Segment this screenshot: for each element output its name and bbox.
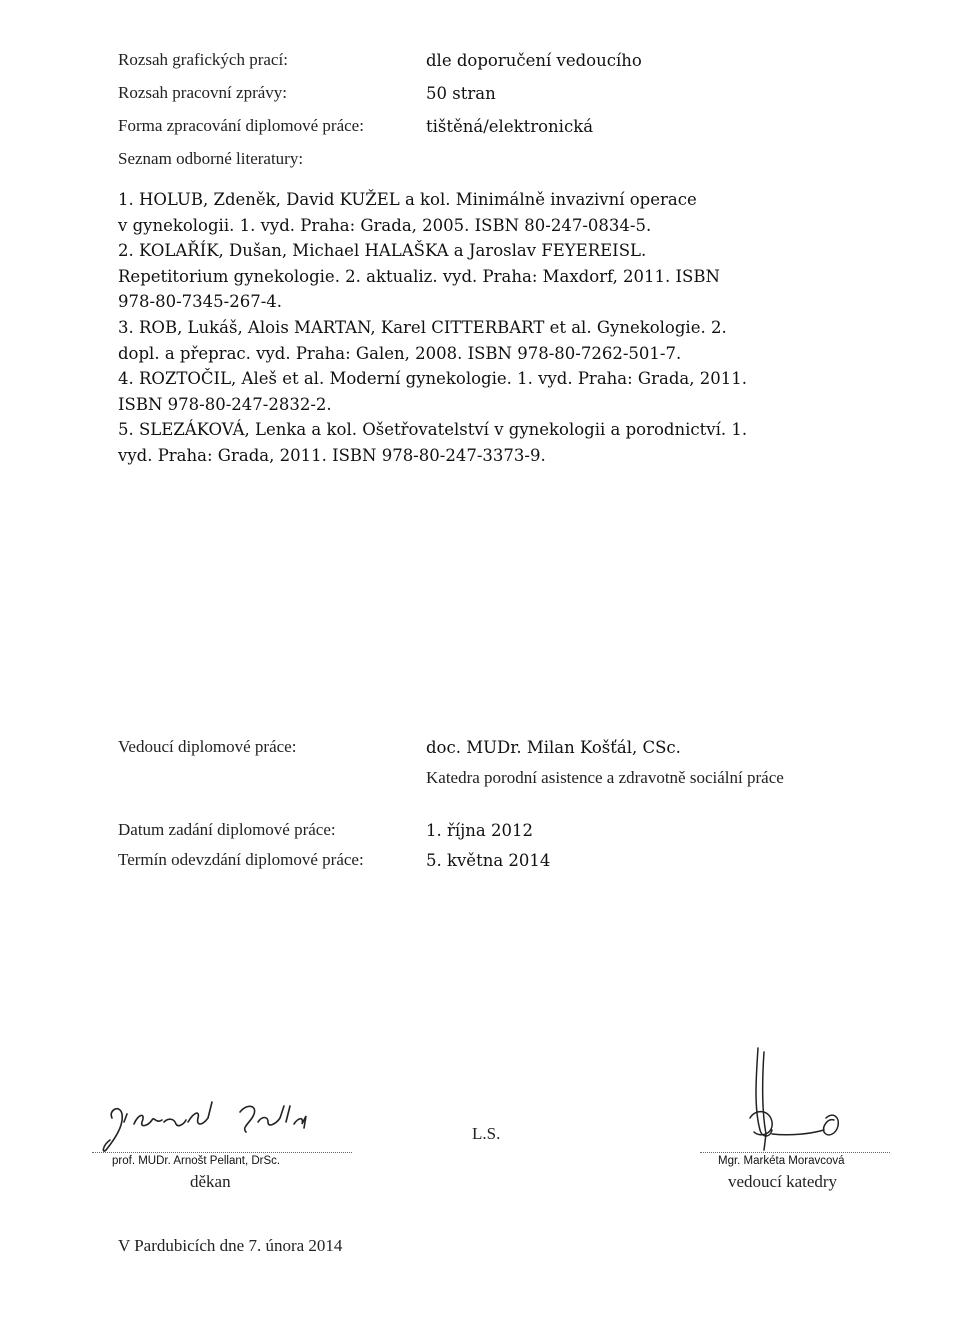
supervisor-name: doc. MUDr. Milan Košťál, CSc. <box>426 738 681 757</box>
supervisor-label: Vedoucí diplomové práce: <box>118 737 297 756</box>
bibliography-line: 2. KOLAŘÍK, Dušan, Michael HALAŠKA a Jaroslav FEYEREISL. <box>118 241 647 261</box>
head-signature <box>700 1038 890 1158</box>
assigned-date-label: Datum zadání diplomové práce: <box>118 820 336 839</box>
info-label-graphics: Rozsah grafických prací: <box>118 50 288 69</box>
info-value-form: tištěná/elektronická <box>426 117 594 136</box>
bibliography-line: ISBN 978-80-247-2832-2. <box>118 394 332 414</box>
assigned-date-value: 1. října 2012 <box>426 821 533 840</box>
due-date-value: 5. května 2014 <box>426 851 551 870</box>
bibliography-line: dopl. a přeprac. vyd. Praha: Galen, 2008. ISBN 978-80-7262-501-7. <box>118 343 682 363</box>
info-label-literature: Seznam odborné literatury: <box>118 149 304 168</box>
dean-name: prof. MUDr. Arnošt Pellant, DrSc. <box>112 1155 281 1167</box>
bibliography-line: Repetitorium gynekologie. 2. aktualiz. vyd. Praha: Maxdorf, 2011. ISBN <box>118 266 720 286</box>
info-value-graphics: dle doporučení vedoucího <box>426 51 642 70</box>
place-date: V Pardubicích dne 7. února 2014 <box>118 1236 343 1255</box>
bibliography-line: 5. SLEZÁKOVÁ, Lenka a kol. Ošetřovatelství v gynekologii a porodnictví. 1. <box>118 420 748 440</box>
head-signature-line <box>700 1152 890 1153</box>
dean-signature-line <box>92 1152 352 1153</box>
info-label-form: Forma zpracování diplomové práce: <box>118 116 364 135</box>
dean-title: děkan <box>190 1172 231 1191</box>
bibliography-list <box>118 187 878 469</box>
bibliography-line: v gynekologii. 1. vyd. Praha: Grada, 2005. ISBN 80-247-0834-5. <box>118 215 652 235</box>
info-value-report: 50 stran <box>426 84 496 103</box>
bibliography-line: vyd. Praha: Grada, 2011. ISBN 978-80-247-3373-9. <box>118 445 546 465</box>
bibliography-line: 4. ROZTOČIL, Aleš et al. Moderní gynekologie. 1. vyd. Praha: Grada, 2011. <box>118 369 747 389</box>
seal-mark: L.S. <box>472 1124 501 1143</box>
bibliography-line: 1. HOLUB, Zdeněk, David KUŽEL a kol. Minimálně invazivní operace <box>118 190 697 209</box>
head-name: Mgr. Markéta Moravcová <box>718 1155 845 1167</box>
head-title: vedoucí katedry <box>728 1172 838 1191</box>
supervisor-department: Katedra porodní asistence a zdravotně sociální práce <box>426 768 784 787</box>
due-date-label: Termín odevzdání diplomové práce: <box>118 850 364 869</box>
info-label-report: Rozsah pracovní zprávy: <box>118 83 287 102</box>
bibliography-line: 3. ROB, Lukáš, Alois MARTAN, Karel CITTERBART et al. Gynekologie. 2. <box>118 317 727 337</box>
bibliography-line: 978-80-7345-267-4. <box>118 292 283 312</box>
